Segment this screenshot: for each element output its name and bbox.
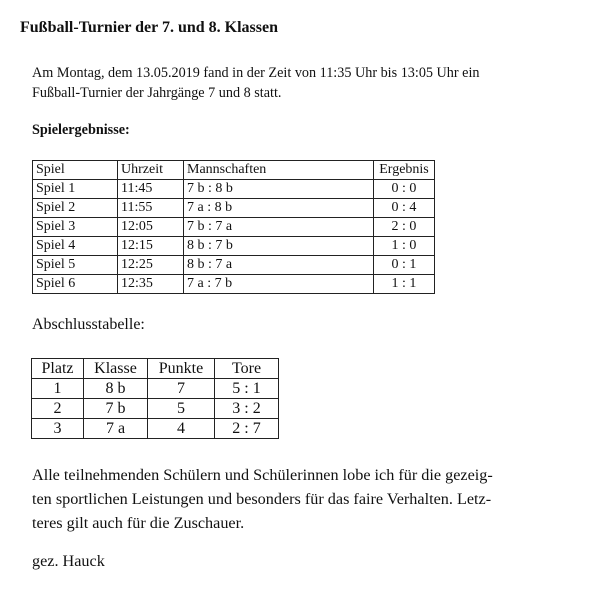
results-cell-spiel: Spiel 3 — [33, 218, 118, 237]
intro-line-2: Fußball-Turnier der Jahrgänge 7 und 8 statt. — [32, 85, 282, 101]
standings-cell-platz: 1 — [32, 379, 84, 399]
results-cell-spiel: Spiel 6 — [33, 275, 118, 294]
table-row — [32, 399, 279, 419]
standings-cell-platz: 2 — [32, 399, 84, 419]
standings-header-tore: Tore — [215, 359, 279, 379]
results-cell-uhrzeit: 12:05 — [118, 218, 184, 237]
standings-table — [31, 358, 279, 439]
results-cell-spiel: Spiel 2 — [33, 199, 118, 218]
results-table — [32, 160, 435, 294]
standings-heading: Abschlusstabelle: — [32, 316, 145, 333]
results-cell-uhrzeit: 12:15 — [118, 237, 184, 256]
closing-line-3: teres gilt auch für die Zuschauer. — [32, 514, 245, 532]
results-cell-uhrzeit: 12:35 — [118, 275, 184, 294]
table-row — [33, 180, 435, 199]
results-cell-spiel: Spiel 4 — [33, 237, 118, 256]
closing-line-1: Alle teilnehmenden Schülern und Schülerinnen lobe ich für die gezeig- — [32, 466, 493, 484]
results-cell-mannschaften: 7 b : 7 a — [184, 218, 374, 237]
standings-header-platz: Platz — [32, 359, 84, 379]
results-cell-ergebnis: 1 : 1 — [374, 275, 435, 294]
standings-cell-punkte: 4 — [148, 419, 215, 439]
standings-cell-tore: 5 : 1 — [215, 379, 279, 399]
standings-cell-klasse: 7 a — [84, 419, 148, 439]
standings-header-row — [32, 359, 279, 379]
results-cell-uhrzeit: 11:45 — [118, 180, 184, 199]
results-cell-spiel: Spiel 5 — [33, 256, 118, 275]
results-cell-spiel: Spiel 1 — [33, 180, 118, 199]
results-cell-ergebnis: 0 : 0 — [374, 180, 435, 199]
results-cell-ergebnis: 0 : 4 — [374, 199, 435, 218]
results-cell-uhrzeit: 11:55 — [118, 199, 184, 218]
results-header-uhrzeit: Uhrzeit — [118, 161, 184, 180]
intro-paragraph — [32, 63, 572, 103]
standings-cell-klasse: 8 b — [84, 379, 148, 399]
results-cell-mannschaften: 7 a : 7 b — [184, 275, 374, 294]
results-cell-ergebnis: 0 : 1 — [374, 256, 435, 275]
standings-header-punkte: Punkte — [148, 359, 215, 379]
table-row — [33, 199, 435, 218]
results-cell-mannschaften: 7 b : 8 b — [184, 180, 374, 199]
table-row — [32, 419, 279, 439]
standings-cell-punkte: 7 — [148, 379, 215, 399]
document-title: Fußball-Turnier der 7. und 8. Klassen — [20, 19, 278, 36]
table-row — [33, 237, 435, 256]
signature: gez. Hauck — [32, 552, 105, 570]
table-row — [33, 275, 435, 294]
table-row — [33, 256, 435, 275]
standings-cell-punkte: 5 — [148, 399, 215, 419]
table-row — [32, 379, 279, 399]
results-cell-mannschaften: 7 a : 8 b — [184, 199, 374, 218]
results-header-ergebnis: Ergebnis — [374, 161, 435, 180]
results-cell-uhrzeit: 12:25 — [118, 256, 184, 275]
intro-line-1: Am Montag, dem 13.05.2019 fand in der Zeit von 11:35 Uhr bis 13:05 Uhr ein — [32, 65, 480, 81]
standings-cell-tore: 2 : 7 — [215, 419, 279, 439]
results-cell-ergebnis: 2 : 0 — [374, 218, 435, 237]
results-cell-ergebnis: 1 : 0 — [374, 237, 435, 256]
results-cell-mannschaften: 8 b : 7 b — [184, 237, 374, 256]
results-header-row — [33, 161, 435, 180]
standings-cell-klasse: 7 b — [84, 399, 148, 419]
results-heading: Spielergebnisse: — [32, 122, 130, 138]
results-header-spiel: Spiel — [33, 161, 118, 180]
closing-line-2: ten sportlichen Leistungen und besonders für das faire Verhalten. Letz- — [32, 490, 492, 508]
results-cell-mannschaften: 8 b : 7 a — [184, 256, 374, 275]
closing-paragraph — [32, 463, 562, 535]
standings-cell-platz: 3 — [32, 419, 84, 439]
table-row — [33, 218, 435, 237]
standings-cell-tore: 3 : 2 — [215, 399, 279, 419]
results-header-mannschaften: Mannschaften — [184, 161, 374, 180]
standings-header-klasse: Klasse — [84, 359, 148, 379]
